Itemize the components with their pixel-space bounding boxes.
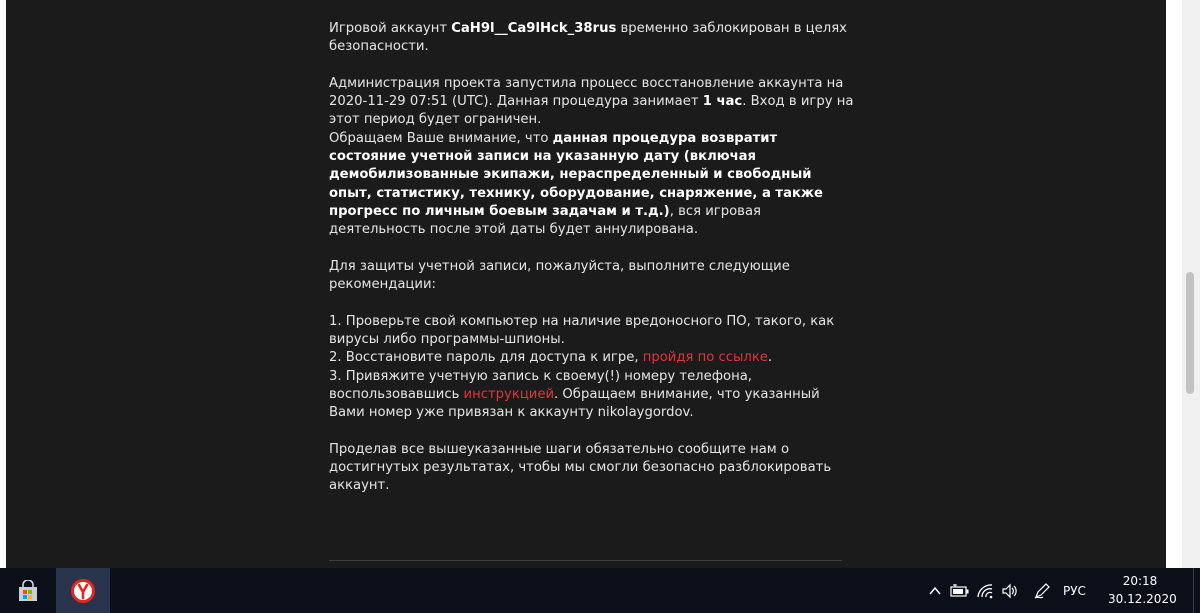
duration-bold: 1 час	[702, 94, 743, 110]
step-1: 1. Проверьте свой компьютер на наличие вредоносного ПО, такого, как вирусы либо программы-шпионы.	[329, 313, 835, 348]
scrollbar-thumb[interactable]	[1186, 272, 1194, 394]
language-indicator[interactable]: РУС	[1063, 583, 1086, 598]
paragraph-blocked: Игровой аккаунт CaH9l__Ca9lHck_38rus временно заблокирован в целях безопасности.	[329, 21, 847, 55]
store-button[interactable]	[3, 568, 53, 613]
battery-icon	[950, 584, 970, 598]
clock-time: 20:18	[1122, 574, 1158, 588]
instructions-link[interactable]: инструкцией	[463, 386, 555, 402]
pen-icon	[1033, 582, 1051, 600]
system-tray	[920, 568, 1200, 613]
yandex-browser-button[interactable]	[56, 568, 110, 613]
content-divider	[329, 560, 842, 561]
clock-date: 30.12.2020	[1108, 592, 1177, 606]
security-message	[329, 20, 854, 514]
yandex-browser-icon	[69, 577, 97, 605]
volume-icon	[1001, 583, 1019, 599]
clock[interactable]	[1108, 572, 1177, 608]
show-desktop-button[interactable]	[1193, 568, 1200, 613]
paragraph-restore: Администрация проекта запустила процесс восстановление аккаунта на 2020-11-29 07:51 (UTC). Данная процедура занимает 1 час. Вход в игру на этот период будет ограничен. Обращаем Ваше внимание, что данная процедура возвратит состояние учетной записи на указанную дату (включая демобилизованные экипажи, нераспределенный и свободный опыт, статистику, технику, оборудование, снаряжение, а также прогресс по личным боевым задачам и т.д.), вся игровая деятельность после этой даты будет аннулирована.	[329, 75, 854, 238]
battery-button[interactable]	[950, 581, 970, 601]
warning-bold: данная процедура возвратит состояние учетной записи на указанную дату (включая демобилизованные экипажи, нераспределенный и свободный опыт, статистику, технику, оборудование, снаряжение, а также прогресс по личным боевым задачам и т.д.)	[329, 130, 823, 219]
wifi-icon	[976, 583, 994, 599]
reset-password-link[interactable]: пройдя по ссылке	[642, 350, 768, 366]
taskbar	[0, 568, 1200, 613]
store-icon	[17, 580, 39, 602]
show-hidden-icons-button[interactable]	[925, 581, 945, 601]
steps-list: 1. Проверьте свой компьютер на наличие вредоносного ПО, такого, как вирусы либо программы-шпионы. 2. Восстановите пароль для доступа к игре, пройдя по ссылке. 3. Привяжите учетную запись к своему(!) номеру телефона, воспользовавшись инструкцией. Обращаем внимание, что указанный Вами номер уже привязан к аккаунту nikolaygordov.	[329, 313, 835, 421]
network-button[interactable]	[975, 581, 995, 601]
chevron-up-icon	[928, 584, 942, 598]
account-name: CaH9l__Ca9lHck_38rus	[451, 21, 617, 36]
paragraph-recommendations: Для защиты учетной записи, пожалуйста, выполните следующие рекомендации:	[329, 258, 790, 293]
paragraph-final: Проделав все вышеуказанные шаги обязательно сообщите нам о достигнутых результатах, чтобы мы смогли безопасно разблокировать аккаунт.	[329, 441, 832, 494]
pen-workspace-button[interactable]	[1032, 581, 1052, 601]
volume-button[interactable]	[1000, 581, 1020, 601]
